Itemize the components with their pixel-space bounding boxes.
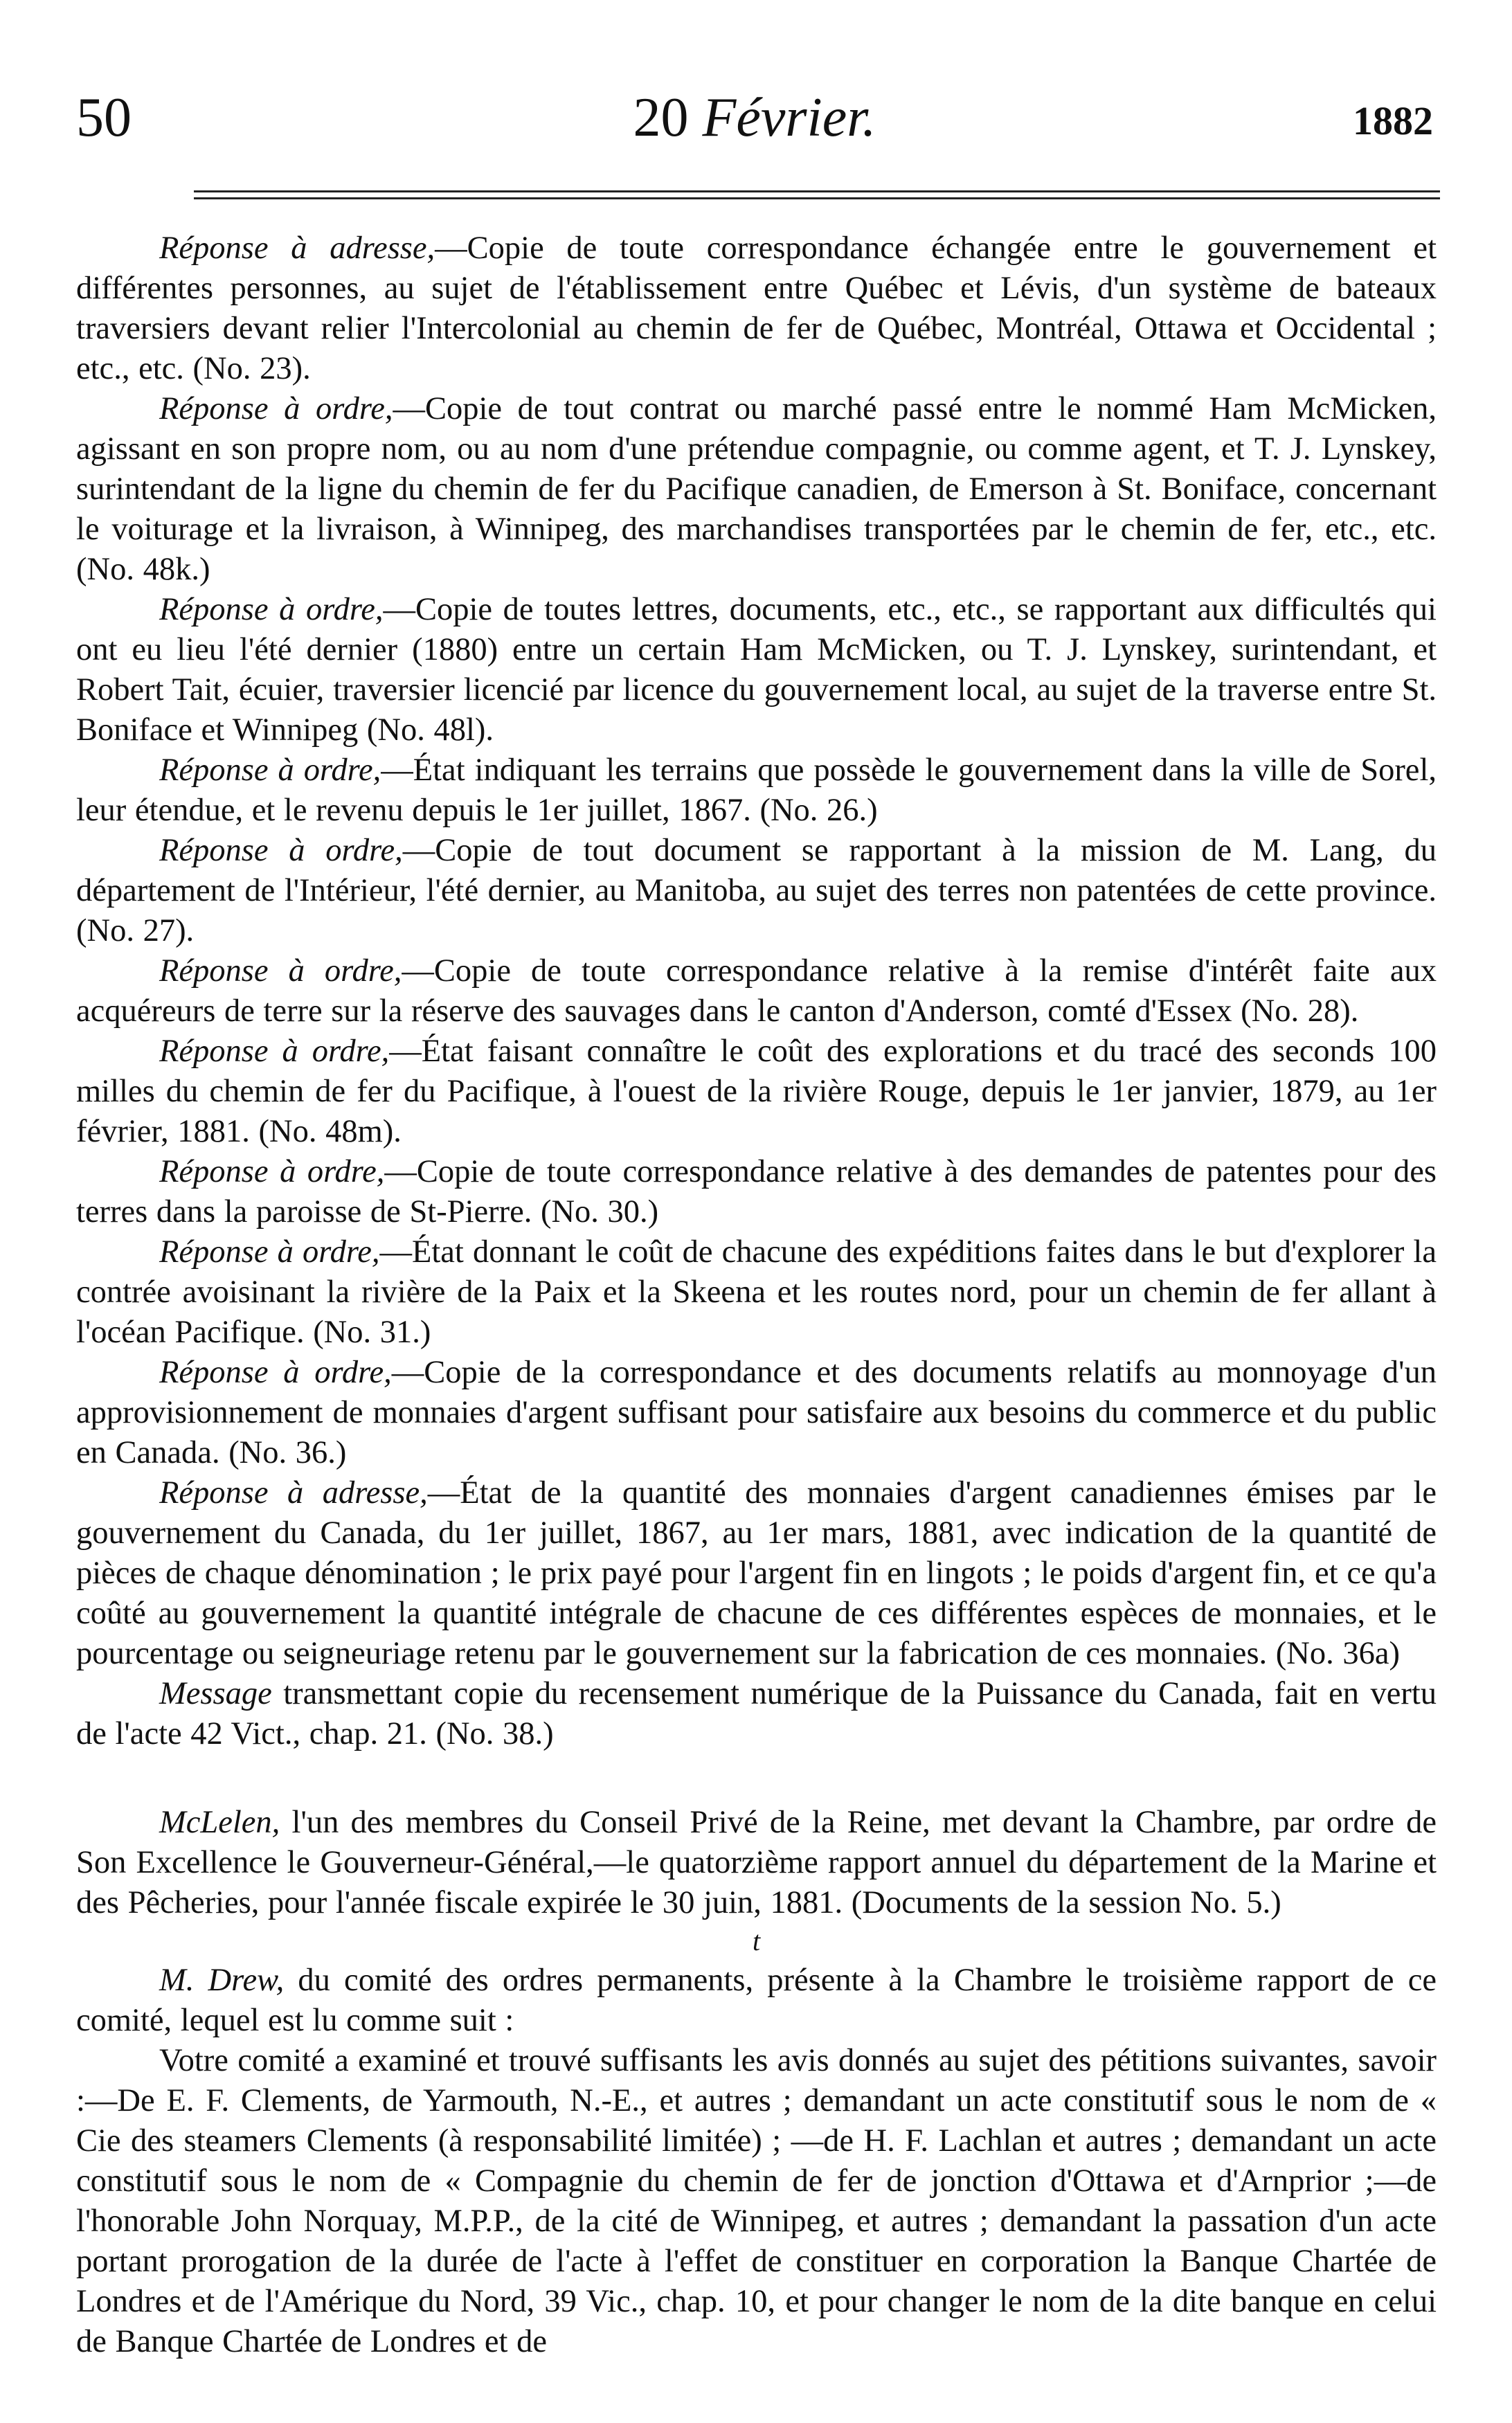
- paragraph-text: —Copie de toute correspondance relative à des demandes de patentes pour des terres dans la paroisse de St-Pierre. (No. 30.): [76, 1154, 1437, 1229]
- paragraph-text: —État donnant le coût de chacune des expéditions faites dans le but d'explorer la contrée avoisinant la rivière de la Paix et la Skeena et les routes nord, pour un chemin de fer allant à l'océan Pacifique. (No. 31.): [76, 1234, 1437, 1350]
- paragraph-lead: McLelen,: [159, 1805, 280, 1840]
- paragraph-lead: Réponse à ordre,: [159, 1154, 385, 1189]
- paragraph-text: —Copie de la correspondance et des documents relatifs au monnoyage d'un approvisionnement de monnaies d'argent suffisant pour satisfaire aux besoins du commerce et du public en Canada. (No. 36.): [76, 1355, 1437, 1470]
- separator-mark: t: [752, 1925, 761, 1956]
- page-header: [76, 83, 1433, 166]
- paragraph-lead: Réponse à ordre,: [159, 1355, 392, 1390]
- paragraph-reponse-ordre-9: [76, 1353, 1437, 1473]
- header-rule-top: [194, 190, 1440, 192]
- document-body: [76, 228, 1437, 2362]
- paragraph-reponse-ordre-1: [76, 389, 1437, 590]
- paragraph-lead: Réponse à ordre,: [159, 953, 402, 989]
- paragraph-lead: Réponse à ordre,: [159, 753, 381, 788]
- paragraph-reponse-ordre-7: [76, 1152, 1437, 1232]
- paragraph-reponse-adresse-1: [76, 228, 1437, 389]
- paragraph-lead: Réponse à ordre,: [159, 1034, 390, 1069]
- paragraph-text: —Copie de tout contrat ou marché passé entre le nommé Ham McMicken, agissant en son propre nom, ou au nom d'une prétendue compagnie, ou comme agent, et T. J. Lynskey, surintendant de la ligne du chemin de fer du Pacifique canadien, de Emerson à St. Boniface, concernant le voiturage et la livraison, à Winnipeg, des marchandises transportées par le chemin de fer, etc., etc. (No. 48k.): [76, 391, 1437, 587]
- paragraph-text: transmettant copie du recensement numérique de la Puissance du Canada, fait en vertu de l'acte 42 Vict., chap. 21. (No. 38.): [76, 1676, 1437, 1751]
- page-number: 50: [76, 87, 132, 148]
- paragraph-text: —État de la quantité des monnaies d'argent canadiennes émises par le gouvernement du Canada, du 1er juillet, 1867, au 1er mars, 1881, avec indication de la quantité de pièces de chaque dénomination ; le prix payé pour l'argent fin en lingots ; le poids d'argent fin, et ce qu'a coûté au gouvernement la quantité intégrale de chacune de ces différentes espèces de monnaies, et le pourcentage ou seigneuriage retenu par le gouvernement sur la fabrication de ces monnaies. (No. 36a): [76, 1475, 1437, 1671]
- paragraph-lead: M. Drew,: [159, 1963, 285, 1998]
- paragraph-reponse-ordre-5: [76, 951, 1437, 1032]
- paragraph-lead: Réponse à ordre,: [159, 391, 393, 426]
- paragraph-reponse-ordre-8: [76, 1232, 1437, 1353]
- paragraph-reponse-ordre-6: [76, 1032, 1437, 1152]
- paragraph-text: —Copie de tout document se rapportant à la mission de M. Lang, du département de l'Intérieur, l'été dernier, au Manitoba, au sujet des terres non patentées de cette province. (No. 27).: [76, 833, 1437, 948]
- paragraph-text: du comité des ordres permanents, présente à la Chambre le troisième rapport de ce comité, lequel est lu comme suit :: [76, 1963, 1437, 2038]
- paragraph-text: comité a examiné et trouvé suffisants les avis donnés au sujet des pétitions suivantes, savoir :—De E. F. Clements, de Yarmouth, N.-E., et autres ; demandant un acte constitutif sous le nom de « Cie des steamers Clements (à responsabilité limitée) ; —de H. F. Lachlan et autres ; demandant un acte constitutif sous le nom de « Compagnie du chemin de fer de jonction d'Ottawa et d'Arnprior ;—de l'honorable John Norquay, M.P.P., de la cité de Winnipeg, et autres ; demandant la passation d'un acte portant prorogation de la durée de l'acte à l'effet de constituer en corporation la Banque Chartée de Londres et de l'Amérique du Nord, 39 Vic., chap. 10, et pour changer le nom de la dite banque en celui de Banque Chartée de Londres et de: [76, 2043, 1437, 2359]
- paragraph-lead: Réponse à ordre,: [159, 833, 403, 868]
- paragraph-lead: Réponse à adresse,: [159, 231, 435, 266]
- paragraph-lead: Réponse à ordre,: [159, 1234, 380, 1270]
- paragraph-votre-comite: [76, 2041, 1437, 2362]
- header-rule-bottom: [194, 197, 1440, 199]
- paragraph-lead: Message: [159, 1676, 272, 1711]
- paragraph-text: —État indiquant les terrains que possède le gouvernement dans la ville de Sorel, leur étendue, et le revenu depuis le 1er juillet, 1867. (No. 26.): [76, 753, 1437, 828]
- paragraph-reponse-ordre-3: [76, 750, 1437, 831]
- date-month: Février.: [702, 87, 876, 148]
- paragraph-message: [76, 1674, 1437, 1754]
- paragraph-text: —Copie de toute correspondance relative à la remise d'intérêt faite aux acquéreurs de terre sur la réserve des sauvages dans le canton d'Anderson, comté d'Essex (No. 28).: [76, 953, 1437, 1029]
- paragraph-lead: Votre: [159, 2043, 228, 2078]
- page-year: 1882: [1353, 98, 1433, 143]
- paragraph-text: —Copie de toute correspondance échangée entre le gouvernement et différentes personnes, au sujet de l'établissement entre Québec et Lévis, d'un système de bateaux traversiers devant relier l'Intercolonial au chemin de fer de Québec, Montréal, Ottawa et Occidental ; etc., etc. (No. 23).: [76, 231, 1437, 386]
- paragraph-text: —Copie de toutes lettres, documents, etc., etc., se rapportant aux difficultés qui ont eu lieu l'été dernier (1880) entre un certain Ham McMicken, ou T. J. Lynskey, surintendant, et Robert Tait, écuier, traversier licencié par licence du gouvernement local, au sujet de la traverse entre St. Boniface et Winnipeg (No. 48l).: [76, 592, 1437, 748]
- paragraph-mclelen: [76, 1803, 1437, 1923]
- page-date-title: [76, 83, 1433, 152]
- paragraph-reponse-ordre-4: [76, 831, 1437, 951]
- date-day: 20: [633, 87, 689, 148]
- paragraph-drew: [76, 1961, 1437, 2041]
- paragraph-reponse-ordre-2: [76, 590, 1437, 750]
- paragraph-lead: Réponse à ordre,: [159, 592, 384, 627]
- paragraph-reponse-adresse-2: [76, 1473, 1437, 1674]
- paragraph-lead: Réponse à adresse,: [159, 1475, 428, 1511]
- paragraph-text: —État faisant connaître le coût des explorations et du tracé des seconds 100 milles du chemin de fer du Pacifique, à l'ouest de la rivière Rouge, depuis le 1er janvier, 1879, au 1er février, 1881. (No. 48m).: [76, 1034, 1437, 1149]
- paragraph-text: l'un des membres du Conseil Privé de la Reine, met devant la Chambre, par ordre de Son Excellence le Gouverneur-Général,—le quatorzième rapport annuel du département de la Marine et des Pêcheries, pour l'année fiscale expirée le 30 juin, 1881. (Documents de la session No. 5.): [76, 1805, 1437, 1920]
